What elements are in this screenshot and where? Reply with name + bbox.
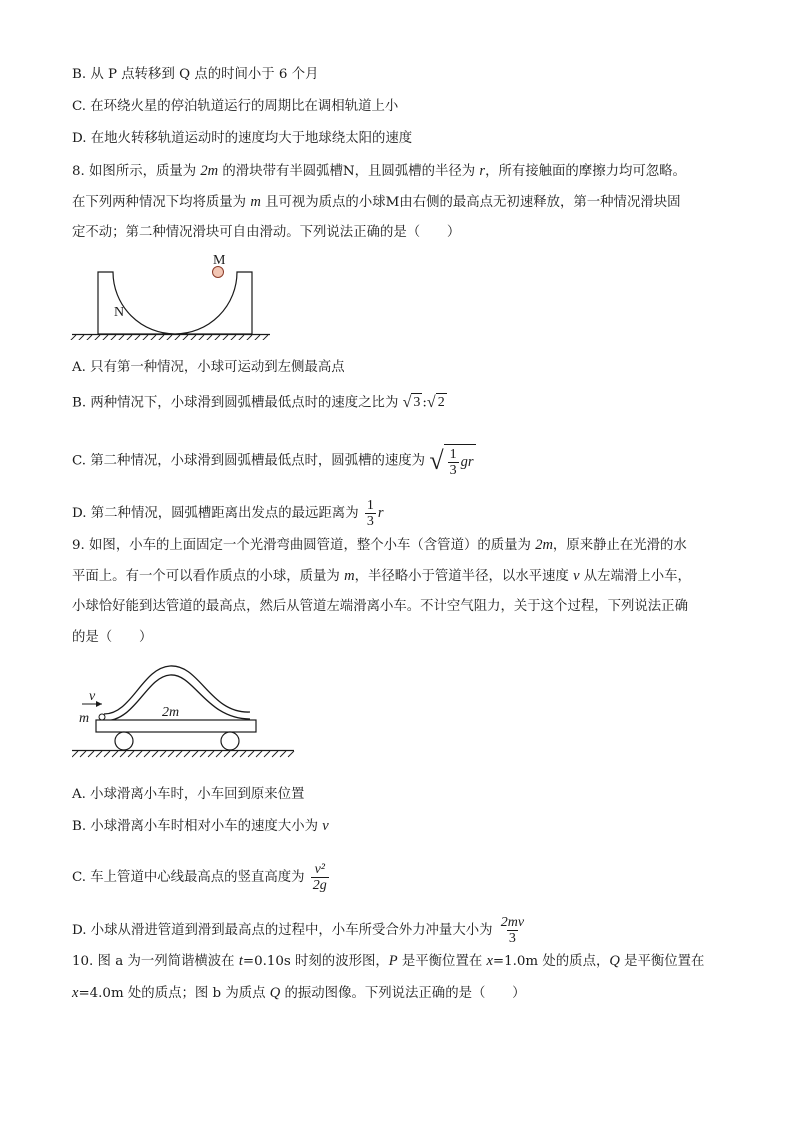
label-v: v bbox=[89, 689, 96, 704]
q8-stem-line1: 8. 如图所示，质量为 2m 的滑块带有半圆弧槽N，且圆弧槽的半径为 r，所有接触面的摩擦力均可忽略。 bbox=[72, 163, 686, 179]
left-wheel bbox=[115, 732, 133, 750]
q10-stem-line1: 10. 图 a 为一列简谐横波在 t=0.10s 时刻的波形图，P 是平衡位置在 x=1.0m 处的质点，Q 是平衡位置在 bbox=[72, 953, 705, 969]
fraction-v2-2g: $\frac{\text{v²}}{2g}$ bbox=[312, 862, 327, 893]
q9-stem-line4: 的是（ ） bbox=[72, 630, 153, 645]
q8-option-a: A. 只有第一种情况，小球可运动到左侧最高点 bbox=[72, 360, 345, 375]
q9-option-b: B. 小球滑离小车时相对小车的速度大小为 v bbox=[72, 818, 329, 834]
right-wheel bbox=[221, 732, 239, 750]
q8-option-b: B. 两种情况下，小球滑到圆弧槽最低点时的速度之比为 √ 3 : √ 2 bbox=[72, 394, 445, 411]
q9-stem-line3: 小球恰好能到达管道的最高点，然后从管道左端滑离小车。不计空气阻力，关于这个过程，下列说法正确 bbox=[72, 599, 688, 614]
q9-option-c: C. 车上管道中心线最高点的竖直高度为 $\frac{\text{v²}}{2g}$ bbox=[72, 862, 327, 893]
sqrt-3: √ 3 bbox=[402, 394, 421, 411]
sqrt-2: √ 2 bbox=[426, 394, 445, 411]
q8-figure-groove bbox=[70, 250, 270, 340]
q9-option-a: A. 小球滑离小车时，小车回到原来位置 bbox=[72, 787, 305, 802]
label-2m: 2m bbox=[162, 705, 180, 720]
q8-option-c: C. 第二种情况，小球滑到圆弧槽最低点时，圆弧槽的速度为 √ $\frac{1}{3}$ gr bbox=[72, 446, 474, 478]
ball-m bbox=[213, 267, 224, 278]
label-m: m bbox=[79, 711, 90, 726]
fraction-one-third: $\frac{1}{3}$ bbox=[366, 498, 374, 529]
q8-stem-line3: 定不动；第二种情况滑块可自由滑动。下列说法正确的是（ ） bbox=[72, 225, 461, 240]
q9-figure-cart bbox=[72, 658, 302, 763]
q10-stem-line2: x=4.0m 处的质点；图 b 为质点 Q 的振动图像。下列说法正确的是（ ） bbox=[72, 985, 526, 1001]
q9-option-d: D. 小球从滑进管道到滑到最高点的过程中，小车所受合外力冲量大小为 $\frac{2mv}{3}$ bbox=[72, 915, 525, 946]
ball-m bbox=[99, 714, 105, 720]
q7-option-b: B. 从 P 点转移到 Q 点的时间小于 6 个月 bbox=[72, 67, 319, 82]
q9-stem-line2: 平面上。有一个可以看作质点的小球，质量为 m，半径略小于管道半径，以水平速度 v 从左端滑上小车， bbox=[72, 568, 691, 584]
sqrt-fraction-gr: √ $\frac{1}{3}$ gr bbox=[429, 446, 474, 478]
q8-stem-line2: 在下列两种情况下均将质量为 m 且可视为质点的小球M由右侧的最高点无初速释放，第一种情况滑块固 bbox=[72, 194, 681, 210]
velocity-arrow-icon bbox=[96, 701, 102, 707]
label-m: M bbox=[213, 253, 226, 268]
q7-option-c: C. 在环绕火星的停泊轨道运行的周期比在调相轨道上小 bbox=[72, 99, 399, 114]
fraction-2mv-3: $\frac{2mv}{3}$ bbox=[500, 915, 525, 946]
q9-stem-line1: 9. 如图，小车的上面固定一个光滑弯曲圆管道，整个小车（含管道）的质量为 2m，原来静止在光滑的水 bbox=[72, 537, 687, 553]
q8-option-d: D. 第二种情况，圆弧槽距离出发点的最远距离为 $\frac{1}{3}$ r bbox=[72, 498, 384, 529]
label-n: N bbox=[114, 305, 125, 320]
q7-option-d: D. 在地火转移轨道运动时的速度均大于地球绕太阳的速度 bbox=[72, 131, 413, 146]
